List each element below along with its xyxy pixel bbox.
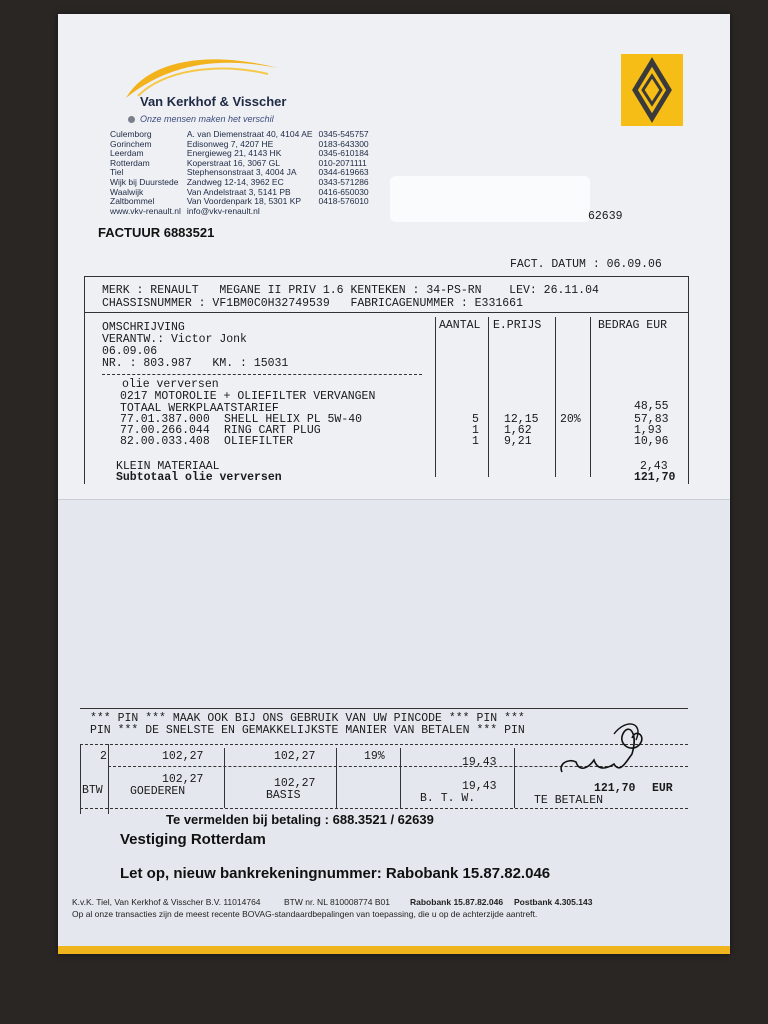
btw-top: 19,43 (462, 756, 497, 769)
footer-postbank: Postbank 4.305.143 (514, 897, 593, 907)
bank-notice: Let op, nieuw bankrekeningnummer: Rabobank 15.87.82.046 (120, 865, 551, 882)
branch-address: Edisonweg 7, 4207 HE (186, 138, 274, 149)
branch-city: Wijk bij Duurstede (110, 176, 179, 187)
item-code: 82.00.033.408 (120, 435, 210, 448)
klein-materiaal-amount: 2,43 (640, 460, 668, 473)
item-qty: 1 (472, 424, 479, 437)
subtotal-label: Subtotaal olie verversen (116, 471, 282, 484)
work-line-2: TOTAAL WERKPLAATSTARIEF (120, 402, 279, 415)
work-line-1: 0217 MOTOROLIE + OLIEFILTER VERVANGEN (120, 390, 376, 403)
basis-label: BASIS (266, 789, 301, 802)
branch-city: Zaltbommel (110, 196, 155, 207)
branch-address: Energieweg 21, 4143 HK (186, 148, 282, 159)
item-qty: 1 (472, 435, 479, 448)
header-amount: BEDRAG EUR (598, 319, 668, 332)
branch-phone: 0418-576010 (318, 196, 369, 207)
btw-col-2 (224, 748, 225, 808)
branch-city: Leerdam (110, 148, 144, 159)
vat-code: 2 (100, 750, 107, 763)
branch-phone: 0344-619663 (318, 167, 369, 178)
branch-phone: 0345-610184 (318, 148, 369, 159)
pin-line-1: *** PIN *** MAAK OOK BIJ ONS GEBRUIK VAN UW PINCODE *** PIN *** (90, 712, 525, 725)
branch-phone: 0183-643300 (318, 138, 369, 149)
item-description: RING CART PLUG (224, 424, 321, 437)
branch-row (110, 207, 375, 217)
total-value: 121,70 (594, 782, 636, 795)
item-description: SHELL HELIX PL 5W-40 (224, 413, 363, 426)
company-name: Van Kerkhof & Visscher (140, 94, 287, 109)
work-amount: 48,55 (634, 400, 669, 413)
branch-address: Van Voordenpark 18, 5301 KP (186, 196, 302, 207)
meta-line-1: VERANTW.: Victor Jonk (102, 333, 247, 346)
item-amount: 57,83 (634, 413, 669, 426)
meta-line-2: 06.09.06 (102, 345, 158, 358)
vehicle-rule (84, 312, 688, 313)
branch-address: info@vkv-renault.nl (186, 205, 260, 216)
swoosh-logo-icon (118, 50, 288, 100)
item-code: 77.00.266.044 (120, 424, 210, 437)
invoice-date: FACT. DATUM : 06.09.06 (510, 258, 662, 271)
branch-name: Vestiging Rotterdam (120, 831, 266, 848)
vehicle-line-1: MERK : RENAULT MEGANE II PRIV 1.6 KENTEKEN : 34-PS-RN LEV: 26.11.04 (102, 284, 599, 297)
btw-col-0 (80, 744, 81, 814)
btw-col-5 (514, 748, 515, 808)
table-left-rule (84, 276, 85, 484)
total-currency: EUR (652, 782, 673, 795)
btw-bottom-rule (80, 808, 688, 809)
branch-phone: 010-2071111 (318, 157, 367, 168)
branch-address: Koperstraat 16, 3067 GL (186, 157, 280, 168)
footer-kvk: K.v.K. Tiel, Van Kerkhof & Visscher B.V. 11014764 (72, 897, 261, 907)
branch-city: Waalwijk (110, 186, 144, 197)
table-top-rule (84, 276, 688, 277)
branch-phone (319, 207, 375, 217)
goederen-value: 102,27 (162, 773, 204, 786)
footer-conditions: Op al onze transacties zijn de meest recente BOVAG-standaardbepalingen van toepassing, die u op de achterzijde aantreft. (72, 909, 538, 919)
branch-address: A. van Diemenstraat 40, 4104 AE (186, 129, 313, 139)
fold-line (58, 499, 730, 500)
col-rule-4 (590, 317, 591, 477)
item-amount: 10,96 (634, 435, 669, 448)
goederen-top: 102,27 (162, 750, 204, 763)
basis-top: 102,27 (274, 750, 316, 763)
klein-materiaal-label: KLEIN MATERIAAL (116, 460, 220, 473)
branch-phone: 0345-545757 (318, 129, 369, 139)
total-label: TE BETALEN (534, 794, 604, 807)
header-description: OMSCHRIJVING (102, 321, 185, 334)
branch-address: Stephensonstraat 3, 4004 JA (186, 167, 297, 178)
footer-rabobank: Rabobank 15.87.82.046 (410, 897, 504, 907)
branch-city: www.vkv-renault.nl (110, 205, 181, 216)
branch-city: Gorinchem (110, 138, 152, 149)
item-qty: 5 (472, 413, 479, 426)
invoice-paper (58, 14, 730, 954)
item-price: 9,21 (504, 435, 532, 448)
payment-reference: Te vermelden bij betaling : 688.3521 / 62639 (166, 812, 434, 827)
brand-yellow-edge (58, 946, 730, 954)
branch-phone: 0416-650030 (318, 186, 369, 197)
invoice-title: FACTUUR 6883521 (98, 225, 215, 240)
tagline-dot-icon (128, 116, 135, 123)
branch-city: Tiel (110, 167, 124, 178)
col-rule-3 (555, 317, 556, 477)
btw-label: BTW (82, 784, 103, 797)
header-unit-price: E.PRIJS (493, 319, 542, 332)
btw-text: B. T. W. (420, 792, 476, 805)
col-rule-1 (435, 317, 436, 477)
signature-icon (554, 714, 654, 784)
vehicle-line-2: CHASSISNUMMER : VF1BM0C0H32749539 FABRICAGENUMMER : E331661 (102, 297, 523, 310)
footer-btw: BTW nr. NL 810008774 B01 (284, 897, 391, 907)
section-title: olie verversen (122, 378, 219, 391)
branch-phone: 0343-571286 (318, 176, 369, 187)
renault-diamond-icon (621, 54, 683, 126)
item-description: OLIEFILTER (224, 435, 294, 448)
table-right-rule (688, 276, 689, 484)
pin-top-rule (80, 708, 688, 709)
item-price: 1,62 (504, 424, 532, 437)
subtotal-amount: 121,70 (634, 471, 676, 484)
item-amount: 1,93 (634, 424, 662, 437)
goederen-label: GOEDEREN (130, 785, 186, 798)
item-price: 12,15 (504, 413, 539, 426)
branch-address: Van Andelstraat 3, 5141 PB (186, 186, 291, 197)
branch-city: Rotterdam (110, 157, 150, 168)
branch-city: Culemborg (110, 129, 152, 139)
company-tagline: Onze mensen maken het verschil (140, 114, 274, 124)
branch-address: Zandweg 12-14, 3962 EC (186, 176, 284, 187)
btw-col-4 (400, 748, 401, 808)
btw-col-1 (108, 744, 109, 814)
basis-value: 102,27 (274, 777, 316, 790)
btw-col-3 (336, 748, 337, 808)
meta-rule (102, 374, 422, 375)
btw-value: 19,43 (462, 780, 497, 793)
redacted-address (390, 176, 590, 222)
col-rule-2 (488, 317, 489, 477)
pin-line-2: PIN *** DE SNELSTE EN GEMAKKELIJKSTE MANIER VAN BETALEN *** PIN (90, 724, 525, 737)
customer-reference: 62639 (588, 210, 623, 223)
item-vat: 20% (560, 413, 581, 426)
item-code: 77.01.387.000 (120, 413, 210, 426)
branch-list (110, 130, 375, 216)
vat-rate: 19% (364, 750, 385, 763)
meta-line-3: NR. : 803.987 KM. : 15031 (102, 357, 289, 370)
header-qty: AANTAL (439, 319, 481, 332)
